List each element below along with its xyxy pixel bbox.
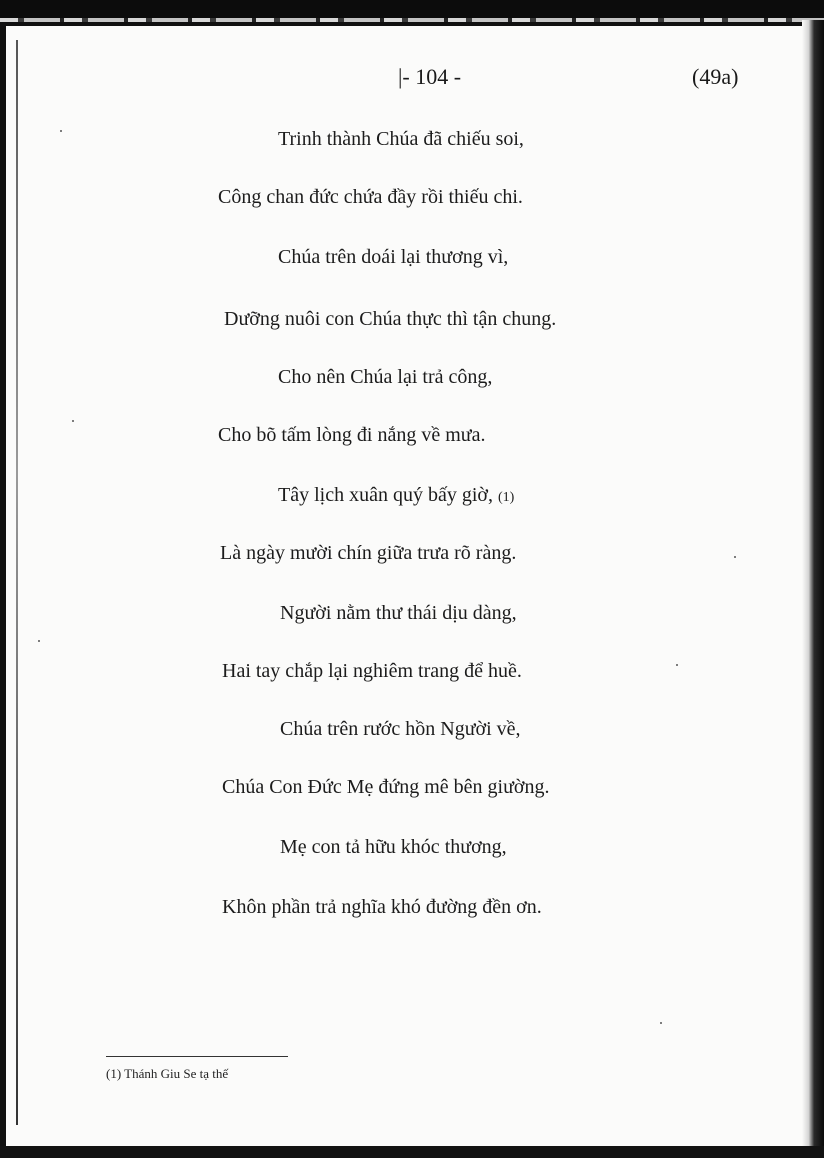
poem-line: Khôn phần trả nghĩa khó đường đền ơn. [222, 896, 542, 918]
footnote-marker: (1) [497, 490, 515, 505]
footnote-text: (1) Thánh Giu Se tạ thế [106, 1066, 229, 1081]
scan-speck [60, 130, 62, 132]
page-code: (49a) [692, 64, 739, 89]
poem-line: Là ngày mười chín giữa trưa rõ ràng. [220, 542, 517, 564]
poem-line: Hai tay chắp lại nghiêm trang để huề. [222, 660, 522, 682]
poem-line: Người nằm thư thái dịu dàng, [280, 602, 517, 624]
poem-line: Chúa trên doái lại thương vì, [278, 246, 509, 268]
scan-speck [734, 556, 736, 558]
poem-line: Chúa Con Đức Mẹ đứng mê bên giường. [222, 776, 550, 798]
page-left-edge-rule [16, 40, 18, 1125]
scan-speck [676, 664, 678, 666]
poem-line: Chúa trên rước hồn Người về, [280, 718, 521, 740]
footnote-divider [106, 1056, 288, 1057]
poem-line: Công chan đức chứa đầy rồi thiếu chi. [218, 186, 523, 208]
poem-line: Mẹ con tả hữu khóc thương, [280, 836, 507, 858]
scan-top-border [0, 0, 824, 22]
poem-line: Trinh thành Chúa đã chiếu soi, [278, 128, 524, 150]
scan-speck [38, 640, 40, 642]
scan-speck [72, 420, 74, 422]
poem-line-text: Tây lịch xuân quý bấy giờ, [278, 484, 493, 506]
page-number: |- 104 - [398, 64, 462, 89]
scan-binding-edge [802, 20, 824, 1158]
scan-bottom-border [0, 1146, 824, 1158]
poem-line: Dưỡng nuôi con Chúa thực thì tận chung. [224, 308, 557, 330]
poem-line: Cho bõ tấm lòng đi nắng về mưa. [218, 424, 486, 446]
scan-speck [660, 1022, 662, 1024]
poem-line-with-note [278, 484, 514, 507]
poem-line: Cho nên Chúa lại trả công, [278, 366, 493, 388]
